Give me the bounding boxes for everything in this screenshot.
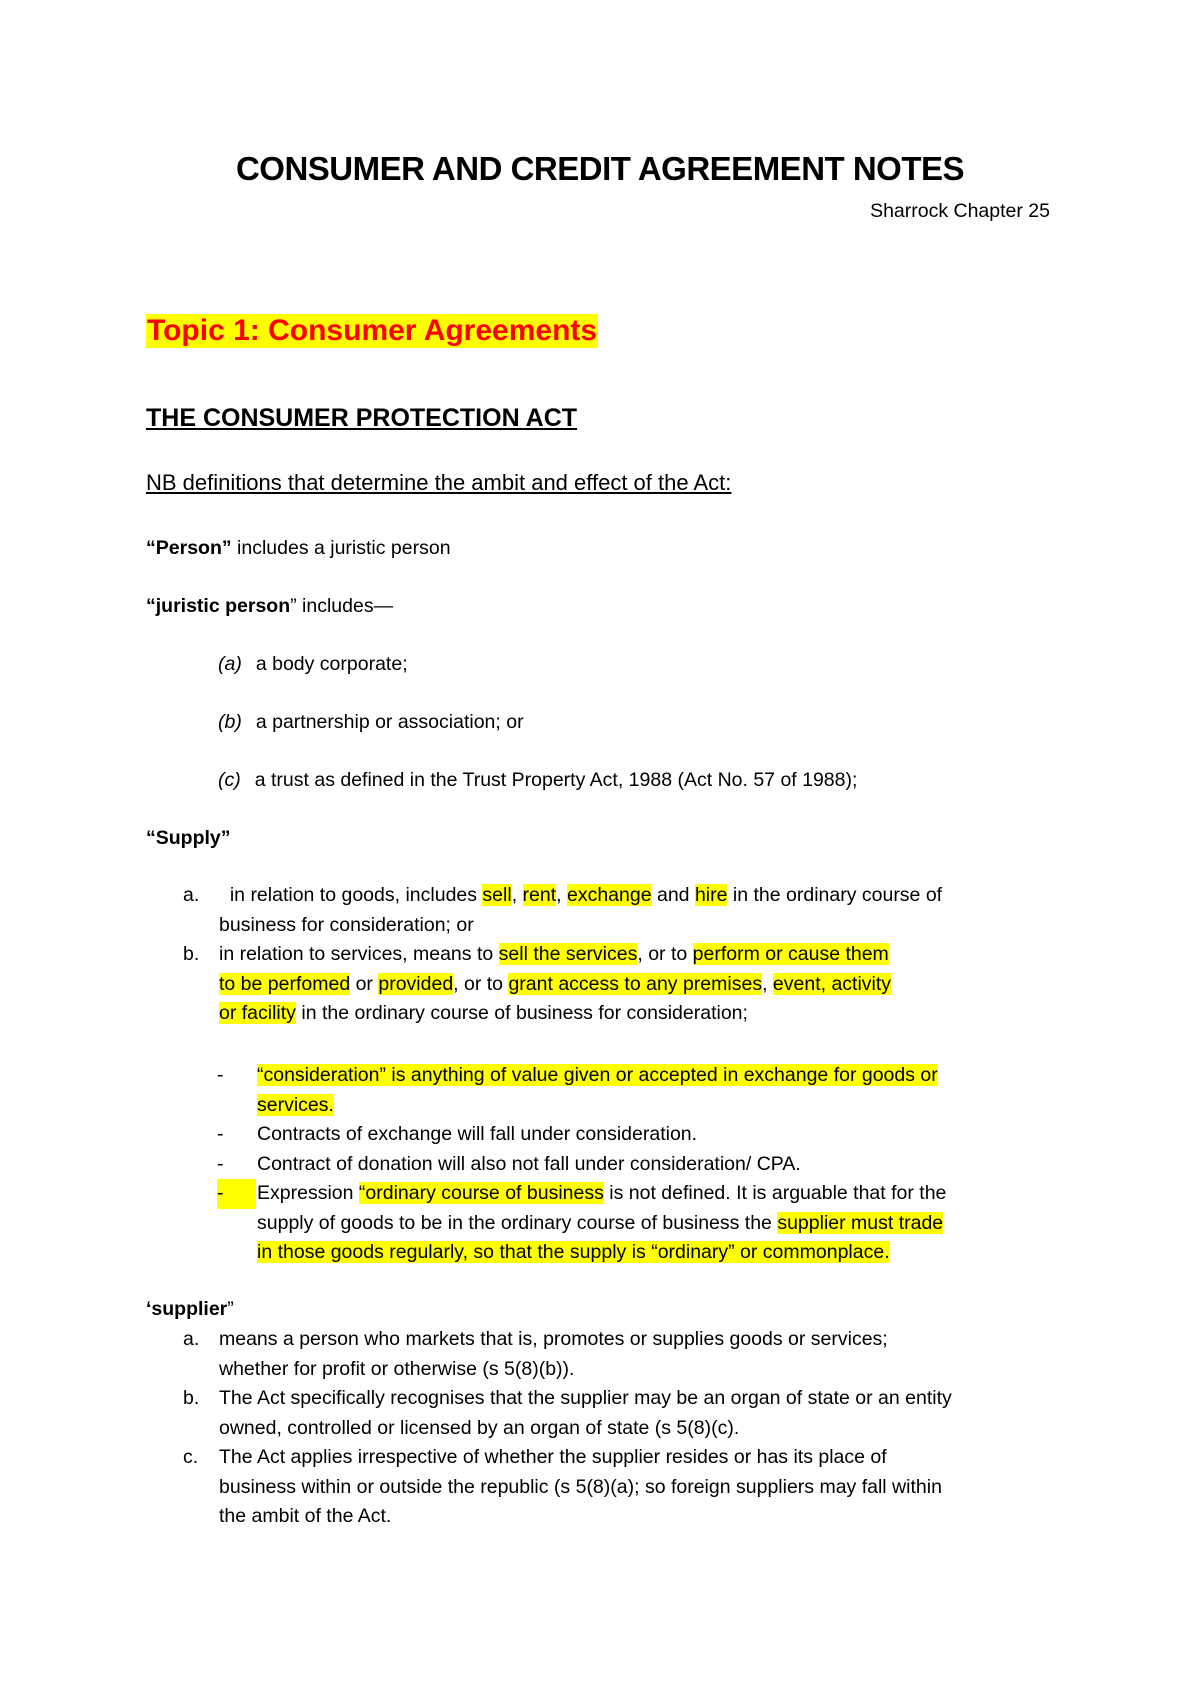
highlighted-text: sell the services bbox=[498, 943, 638, 965]
highlighted-text: sell bbox=[482, 884, 512, 906]
nb-definitions-line: NB definitions that determine the ambit and effect of the Act: bbox=[146, 470, 732, 495]
text-run: the ambit of the Act. bbox=[219, 1505, 392, 1527]
item-marker: (c) bbox=[218, 769, 241, 791]
list-item bbox=[217, 1179, 1087, 1268]
text-run: , bbox=[556, 884, 567, 906]
text-run: business for consideration; or bbox=[219, 913, 474, 936]
document-subtitle: Sharrock Chapter 25 bbox=[870, 200, 1050, 222]
highlighted-text: exchange bbox=[566, 884, 652, 906]
highlighted-text: rent bbox=[522, 884, 557, 906]
list-item bbox=[183, 940, 1079, 1029]
text-run: Contract of donation will also not fall under consideration/ CPA. bbox=[257, 1152, 801, 1175]
text-run: is not defined. It is arguable that for the bbox=[603, 1182, 947, 1204]
highlighted-text: perform or cause them bbox=[692, 943, 889, 965]
item-marker: b. bbox=[183, 943, 200, 965]
juristic-text: ” includes— bbox=[290, 595, 394, 617]
juristic-item bbox=[218, 769, 857, 792]
supplier-term-end: ” bbox=[227, 1298, 234, 1320]
person-text: includes a juristic person bbox=[231, 537, 451, 559]
highlighted-text: or facility bbox=[219, 1002, 296, 1024]
text-run: The Act specifically recognises that the supplier may be an organ of state or an entity bbox=[219, 1387, 952, 1409]
highlighted-text: provided bbox=[378, 972, 454, 995]
list-item bbox=[217, 1150, 1087, 1180]
list-item bbox=[183, 881, 1079, 940]
topic-heading: Topic 1: Consumer Agreements bbox=[147, 314, 598, 347]
text-run: , or to bbox=[453, 972, 509, 995]
highlighted-text: grant access to any premises bbox=[508, 972, 763, 995]
consideration-notes bbox=[217, 1061, 1087, 1268]
juristic-definition bbox=[146, 595, 393, 618]
item-marker: a. bbox=[183, 1328, 200, 1350]
text-run: or bbox=[350, 972, 379, 995]
text-run: Expression bbox=[257, 1182, 359, 1204]
text-run: Contracts of exchange will fall under consideration. bbox=[257, 1123, 698, 1145]
juristic-term: “juristic person bbox=[146, 595, 291, 617]
juristic-item bbox=[218, 711, 524, 734]
highlighted-text: supplier must trade bbox=[777, 1211, 944, 1234]
supplier-term-text: ‘supplier bbox=[146, 1298, 228, 1320]
item-marker: (b) bbox=[218, 711, 242, 733]
highlighted-text: event, activity bbox=[772, 972, 892, 995]
text-run: whether for profit or otherwise (s 5(8)(b)). bbox=[219, 1357, 575, 1380]
supplier-term bbox=[146, 1298, 234, 1321]
highlighted-text: services. bbox=[257, 1093, 334, 1116]
text-run: and bbox=[651, 884, 695, 906]
item-text: a partnership or association; or bbox=[255, 711, 524, 733]
dash-marker: - bbox=[217, 1123, 224, 1145]
text-run: , or to bbox=[637, 943, 693, 965]
supplier-list bbox=[183, 1325, 1099, 1532]
highlighted-text: in those goods regularly, so that the supply is “ordinary” or commonplace. bbox=[257, 1241, 890, 1263]
list-item bbox=[217, 1061, 1087, 1120]
item-marker: c. bbox=[183, 1446, 199, 1468]
highlighted-text: to be perfomed bbox=[219, 972, 351, 995]
section-heading: THE CONSUMER PROTECTION ACT bbox=[146, 404, 578, 432]
juristic-item bbox=[218, 653, 408, 676]
item-marker: a. bbox=[183, 884, 200, 906]
highlighted-text: “ordinary course of business bbox=[358, 1182, 604, 1204]
person-term: “Person” bbox=[146, 537, 232, 559]
item-marker: b. bbox=[183, 1387, 200, 1409]
text-run: in relation to goods, includes bbox=[229, 884, 483, 906]
supply-term: “Supply” bbox=[146, 827, 231, 849]
text-run: in the ordinary course of business for consideration; bbox=[295, 1002, 748, 1024]
text-run: , bbox=[511, 884, 523, 906]
text-run: , bbox=[762, 972, 773, 995]
text-run: owned, controlled or licensed by an organ of state (s 5(8)(c). bbox=[219, 1416, 740, 1439]
text-run: in the ordinary course of bbox=[727, 884, 943, 906]
text-run: business within or outside the republic (s 5(8)(a); so foreign suppliers may fall within bbox=[219, 1475, 942, 1498]
item-text: a trust as defined in the Trust Property Act, 1988 (Act No. 57 of 1988); bbox=[254, 769, 858, 791]
text-run: means a person who markets that is, promotes or supplies goods or services; bbox=[219, 1328, 888, 1350]
document-title: CONSUMER AND CREDIT AGREEMENT NOTES bbox=[235, 150, 965, 187]
list-item bbox=[183, 1384, 1099, 1443]
dash-marker: - bbox=[217, 1064, 224, 1086]
text-run: in relation to services, means to bbox=[219, 943, 499, 965]
list-item bbox=[217, 1120, 1087, 1150]
person-definition bbox=[146, 537, 451, 560]
dash-marker: - bbox=[217, 1152, 224, 1175]
list-item bbox=[183, 1325, 1099, 1384]
text-run: The Act applies irrespective of whether the supplier resides or has its place of bbox=[219, 1446, 887, 1468]
list-item bbox=[183, 1443, 1099, 1532]
supply-list bbox=[183, 881, 1079, 1029]
item-text: a body corporate; bbox=[255, 653, 408, 675]
text-run: supply of goods to be in the ordinary course of business the bbox=[257, 1211, 778, 1234]
highlighted-text: hire bbox=[694, 884, 728, 906]
item-marker: (a) bbox=[218, 653, 242, 675]
dash-marker: - bbox=[217, 1179, 256, 1209]
highlighted-text: “consideration” is anything of value given or accepted in exchange for goods or bbox=[257, 1064, 938, 1086]
